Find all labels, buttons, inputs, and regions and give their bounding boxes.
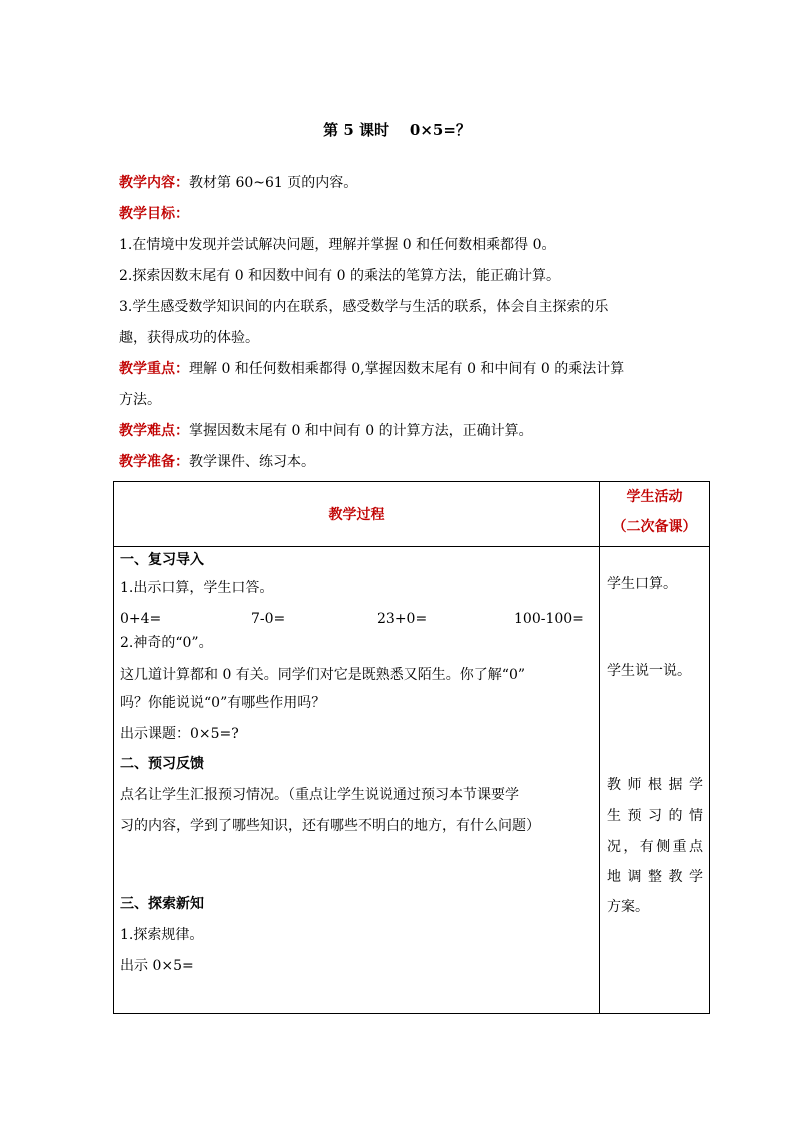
key-point-label: 教学重点： (119, 361, 189, 377)
activity-cell (600, 547, 710, 1014)
activity-3-line: 地调整教学 (607, 869, 703, 885)
teaching-goals-label: 教学目标： (119, 206, 189, 222)
header-activity (600, 482, 710, 547)
review-line-4: 吗？你能说说“0”有哪些作用吗？ (120, 695, 326, 711)
activity-3-line: 况，有侧重点 (607, 839, 703, 855)
teaching-goals (119, 204, 679, 224)
header-activity-line2: （二次备课） (612, 519, 697, 535)
header-process: 教学过程 (114, 482, 600, 547)
teaching-content (119, 173, 679, 193)
review-line-5: 出示课题：0×5=? (120, 726, 239, 742)
goal-item-3-cont: 趣，获得成功的体验。 (119, 330, 259, 346)
preview-line-1: 点名让学生汇报预习情况。（重点让学生说说通过预习本节课要学 (120, 787, 519, 803)
difficulty (119, 421, 679, 441)
section-explore-title: 三、探索新知 (120, 896, 204, 912)
preparation-label: 教学准备： (119, 454, 189, 470)
lesson-title: 第 5 课时 0×5=？ (323, 121, 471, 139)
activity-3-line: 方案。 (607, 899, 649, 915)
calc-item: 23+0= (377, 611, 428, 627)
key-point (119, 359, 679, 379)
review-line-2: 2.神奇的“0”。 (120, 635, 213, 651)
review-line-1: 1.出示口算，学生口答。 (120, 580, 274, 596)
preview-line-2: 习的内容，学到了哪些知识，还有哪些不明白的地方，有什么问题） (120, 818, 540, 834)
activity-2: 学生说一说。 (607, 663, 691, 679)
calc-item: 7-0= (251, 611, 286, 627)
preparation (119, 452, 679, 472)
activity-1: 学生口算。 (607, 576, 677, 592)
header-activity-line1: 学生活动 (626, 489, 683, 505)
teaching-process-table (113, 481, 710, 1014)
key-point-text: 理解 0 和任何数相乘都得 0,掌握因数末尾有 0 和中间有 0 的乘法计算 (189, 361, 625, 377)
calc-item: 100-100= (514, 611, 584, 627)
goal-item-1: 1.在情境中发现并尝试解决问题，理解并掌握 0 和任何数相乘都得 0。 (119, 237, 556, 253)
explore-line-1: 1.探索规律。 (120, 927, 204, 943)
calc-item: 0+4= (120, 611, 162, 627)
key-point-cont: 方法。 (119, 392, 161, 408)
section-preview-title: 二、预习反馈 (120, 756, 204, 772)
goal-item-3: 3.学生感受数学知识间的内在联系，感受数学与生活的联系，体会自主探索的乐 (119, 299, 609, 315)
activity-3-line: 教师根据学 (607, 777, 703, 793)
difficulty-text: 掌握因数末尾有 0 和中间有 0 的计算方法，正确计算。 (189, 423, 533, 439)
teaching-content-label: 教学内容： (119, 175, 189, 191)
section-review-title: 一、复习导入 (120, 552, 204, 568)
goal-item-2: 2.探索因数末尾有 0 和因数中间有 0 的乘法的笔算方法，能正确计算。 (119, 268, 560, 284)
process-cell (114, 547, 600, 1014)
activity-3-line: 生预习的情 (607, 808, 703, 824)
review-line-3: 这几道计算都和 0 有关。同学们对它是既熟悉又陌生。你了解“0” (120, 667, 526, 683)
difficulty-label: 教学难点： (119, 423, 189, 439)
explore-line-2: 出示 0×5= (120, 958, 194, 974)
preparation-text: 教学课件、练习本。 (189, 454, 315, 470)
teaching-content-text: 教材第 60~61 页的内容。 (189, 175, 358, 191)
